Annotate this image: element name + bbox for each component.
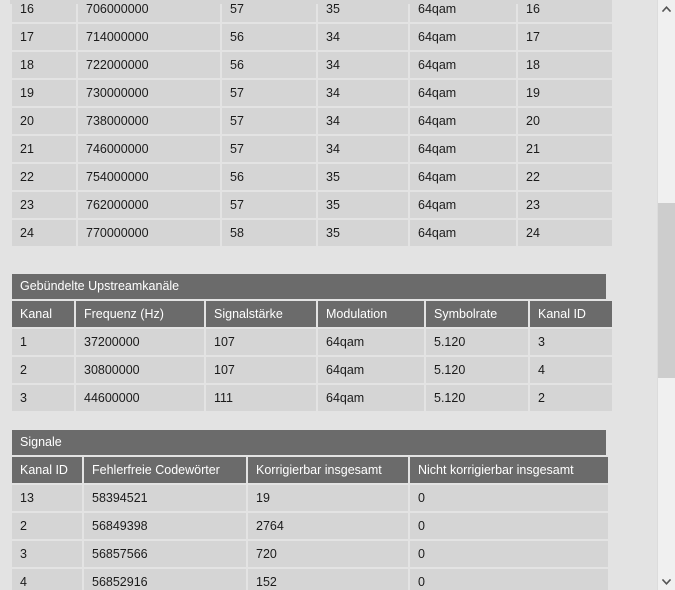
table-cell: 34 <box>318 52 408 78</box>
table-row <box>12 569 608 590</box>
table-cell: 1 <box>12 329 74 355</box>
table-cell: 18 <box>518 52 612 78</box>
column-header: Frequenz (Hz) <box>76 301 204 327</box>
table-cell: 762000000 <box>78 192 220 218</box>
column-header: Kanal ID <box>530 301 612 327</box>
upstream-table <box>10 274 614 413</box>
scrollbar-thumb[interactable] <box>658 203 675 378</box>
table-cell: 20 <box>12 108 76 134</box>
table-cell: 16 <box>12 0 76 22</box>
table-cell: 4 <box>530 357 612 383</box>
table-cell: 5.120 <box>426 385 528 411</box>
table-cell: 21 <box>518 136 612 162</box>
table-cell: 720 <box>248 541 408 567</box>
table-cell: 17 <box>518 24 612 50</box>
table-cell: 35 <box>318 164 408 190</box>
column-header: Signalstärke <box>206 301 316 327</box>
table-cell: 111 <box>206 385 316 411</box>
table-cell: 57 <box>222 80 316 106</box>
table-cell: 57 <box>222 192 316 218</box>
table-cell: 18 <box>12 52 76 78</box>
table-cell: 23 <box>518 192 612 218</box>
upstream-table-caption: Gebündelte Upstreamkanäle <box>12 274 606 299</box>
table-row <box>12 164 612 190</box>
column-header: Nicht korrigierbar insgesamt <box>410 457 608 483</box>
table-cell: 56 <box>222 164 316 190</box>
chevron-up-icon <box>662 6 671 12</box>
table-row <box>12 108 612 134</box>
downstream-table <box>10 0 614 248</box>
table-cell: 57 <box>222 108 316 134</box>
table-header-row <box>12 457 608 483</box>
table-cell: 37200000 <box>76 329 204 355</box>
table-cell: 64qam <box>410 164 516 190</box>
table-cell: 35 <box>318 0 408 22</box>
table-row <box>12 329 612 355</box>
column-header: Symbolrate <box>426 301 528 327</box>
table-cell: 0 <box>410 513 608 539</box>
column-header: Kanal ID <box>12 457 82 483</box>
table-cell: 2 <box>530 385 612 411</box>
table-cell: 56857566 <box>84 541 246 567</box>
table-cell: 3 <box>530 329 612 355</box>
table-row <box>12 136 612 162</box>
table-cell: 22 <box>12 164 76 190</box>
table-row <box>12 513 608 539</box>
table-cell: 722000000 <box>78 52 220 78</box>
table-cell: 714000000 <box>78 24 220 50</box>
table-header-row <box>12 301 612 327</box>
table-cell: 64qam <box>410 136 516 162</box>
table-cell: 738000000 <box>78 108 220 134</box>
table-cell: 56 <box>222 24 316 50</box>
table-row <box>12 357 612 383</box>
table-cell: 16 <box>518 0 612 22</box>
table-cell: 35 <box>318 220 408 246</box>
scrollbar-track-upper[interactable] <box>658 17 675 203</box>
table-row <box>12 485 608 511</box>
table-cell: 64qam <box>410 192 516 218</box>
table-cell: 64qam <box>410 80 516 106</box>
table-row <box>12 220 612 246</box>
table-cell: 64qam <box>318 385 424 411</box>
table-row <box>12 541 608 567</box>
table-cell: 2 <box>12 357 74 383</box>
table-cell: 24 <box>12 220 76 246</box>
table-cell: 56849398 <box>84 513 246 539</box>
table-cell: 19 <box>248 485 408 511</box>
table-cell: 19 <box>12 80 76 106</box>
table-row <box>12 192 612 218</box>
table-cell: 64qam <box>318 357 424 383</box>
chevron-down-icon <box>662 579 671 585</box>
table-cell: 22 <box>518 164 612 190</box>
table-cell: 730000000 <box>78 80 220 106</box>
table-cell: 64qam <box>410 24 516 50</box>
table-cell: 57 <box>222 136 316 162</box>
content-right-gutter <box>649 0 657 590</box>
scrollbar-track-lower[interactable] <box>658 378 675 573</box>
table-cell: 2 <box>12 513 82 539</box>
table-cell: 58394521 <box>84 485 246 511</box>
table-row <box>12 52 612 78</box>
table-cell: 746000000 <box>78 136 220 162</box>
table-cell: 3 <box>12 541 82 567</box>
downstream-table-body <box>12 0 612 246</box>
table-cell: 107 <box>206 357 316 383</box>
table-cell: 34 <box>318 136 408 162</box>
table-cell: 2764 <box>248 513 408 539</box>
column-header: Fehlerfreie Codewörter <box>84 457 246 483</box>
downstream-table-container <box>10 0 608 248</box>
signale-table-head <box>12 457 608 483</box>
signale-table-container <box>10 430 608 590</box>
table-row <box>12 385 612 411</box>
table-cell: 0 <box>410 569 608 590</box>
table-cell: 3 <box>12 385 74 411</box>
table-cell: 23 <box>12 192 76 218</box>
table-cell: 56 <box>222 52 316 78</box>
column-header: Korrigierbar insgesamt <box>248 457 408 483</box>
table-cell: 64qam <box>410 52 516 78</box>
table-cell: 44600000 <box>76 385 204 411</box>
table-cell: 107 <box>206 329 316 355</box>
upstream-table-body <box>12 329 612 411</box>
table-cell: 754000000 <box>78 164 220 190</box>
table-cell: 0 <box>410 485 608 511</box>
table-cell: 35 <box>318 192 408 218</box>
vertical-scrollbar[interactable] <box>657 0 675 590</box>
upstream-table-container <box>10 274 608 413</box>
table-cell: 20 <box>518 108 612 134</box>
table-cell: 57 <box>222 0 316 22</box>
table-cell: 770000000 <box>78 220 220 246</box>
table-cell: 19 <box>518 80 612 106</box>
table-cell: 30800000 <box>76 357 204 383</box>
table-row <box>12 80 612 106</box>
table-cell: 0 <box>410 541 608 567</box>
column-header: Kanal <box>12 301 74 327</box>
table-cell: 34 <box>318 24 408 50</box>
table-cell: 706000000 <box>78 0 220 22</box>
table-cell: 17 <box>12 24 76 50</box>
table-cell: 64qam <box>318 329 424 355</box>
table-cell: 5.120 <box>426 329 528 355</box>
scrollbar-down-button[interactable] <box>658 573 675 590</box>
table-cell: 58 <box>222 220 316 246</box>
table-cell: 21 <box>12 136 76 162</box>
signale-table-caption: Signale <box>12 430 606 455</box>
table-cell: 64qam <box>410 220 516 246</box>
table-row <box>12 24 612 50</box>
table-cell: 4 <box>12 569 82 590</box>
table-cell: 152 <box>248 569 408 590</box>
table-cell: 56852916 <box>84 569 246 590</box>
table-cell: 24 <box>518 220 612 246</box>
table-cell: 34 <box>318 108 408 134</box>
signale-table <box>10 430 610 590</box>
table-cell: 34 <box>318 80 408 106</box>
table-cell: 64qam <box>410 0 516 22</box>
table-row <box>12 0 612 22</box>
table-cell: 5.120 <box>426 357 528 383</box>
upstream-table-head <box>12 301 612 327</box>
table-cell: 64qam <box>410 108 516 134</box>
signale-table-body <box>12 485 608 590</box>
table-cell: 13 <box>12 485 82 511</box>
scrollbar-up-button[interactable] <box>658 0 675 17</box>
column-header: Modulation <box>318 301 424 327</box>
